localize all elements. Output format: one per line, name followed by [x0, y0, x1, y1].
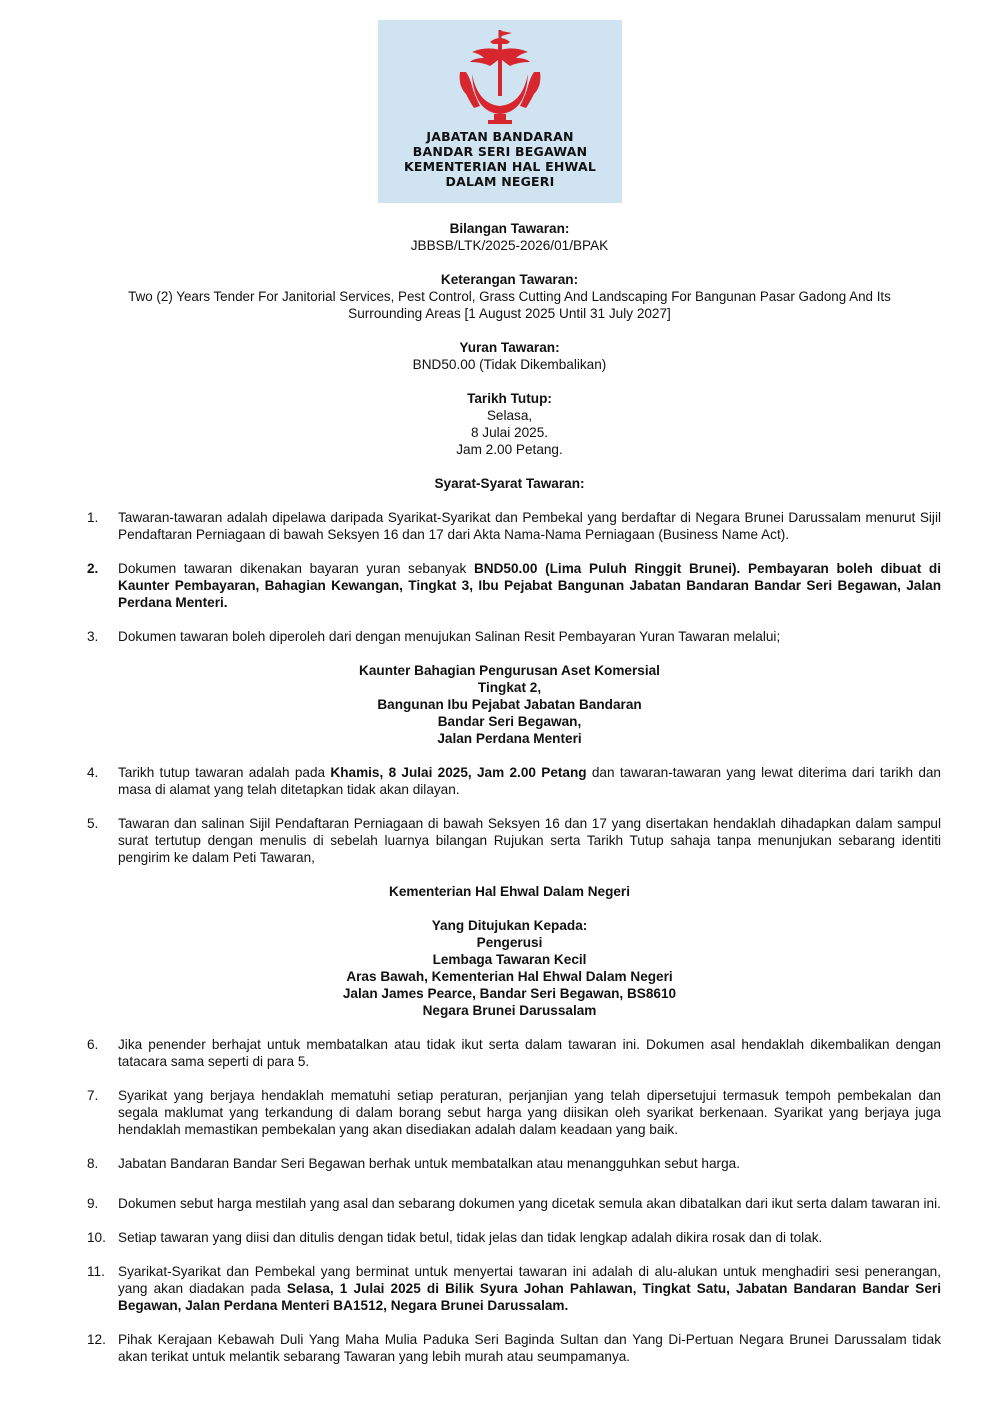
item-number: 4.: [87, 765, 99, 780]
tender-description-line: Surrounding Areas [1 August 2025 Until 31 July 2027]: [348, 306, 671, 321]
condition-item: [78, 1087, 941, 1138]
condition-item: [78, 815, 941, 866]
item-text: Dokumen sebut harga mestilah yang asal dan sebarang dokumen yang dicetak semula akan dibatalkan dari ikut serta dalam tawaran ini.: [118, 1196, 941, 1211]
department-line: BANDAR SERI BEGAWAN: [412, 144, 588, 159]
address-line: Kaunter Bahagian Pengurusan Aset Komersial: [359, 663, 660, 678]
closing-date-section: [78, 390, 941, 458]
tender-fee-section: [78, 339, 941, 373]
closing-date: 8 Julai 2025.: [470, 425, 549, 440]
item-number: 10.: [87, 1230, 106, 1245]
item-text: Tarikh tutup tawaran adalah pada: [118, 765, 331, 780]
counter-address: [78, 662, 941, 747]
address-line: Jalan Perdana Menteri: [437, 731, 582, 746]
address-line: Tingkat 2,: [477, 680, 542, 695]
department-line: JABATAN BANDARAN: [426, 129, 574, 144]
condition-item: [78, 1331, 941, 1365]
address-line: Pengerusi: [476, 935, 543, 950]
item-text: Dokumen tawaran dikenakan bayaran yuran sebanyak: [118, 561, 474, 576]
condition-item: [78, 1195, 941, 1212]
item-text: Jika penender berhajat untuk membatalkan atau tidak ikut serta dalam tawaran ini. Dokumen asal hendaklah dikembalikan dengan tatacara sama seperti di para 5.: [118, 1037, 941, 1069]
item-text-bold: Selasa, 1 Julai 2025 di Bilik Syura Johan Pahlawan, Tingkat Satu, Jabatan Bandaran Bandar Seri Begawan, Jalan Perdana Menteri BA1512, Negara Brunei Darussalam.: [118, 1281, 941, 1313]
item-number: 2.: [87, 561, 99, 576]
item-number: 5.: [87, 816, 99, 831]
tender-notice: [78, 220, 941, 1365]
item-number: 1.: [87, 510, 99, 525]
item-number: 6.: [87, 1037, 99, 1052]
item-text: Tawaran-tawaran adalah dipelawa daripada Syarikat-Syarikat dan Pembekal yang berdaftar di Negara Brunei Darussalam menurut Sijil Pendaftaran Perniagaan di bawah Seksyen 16 dan 17 dari Akta Nama-Nama Perniagaan (Business Name Act).: [118, 510, 941, 542]
tender-description-line: Two (2) Years Tender For Janitorial Services, Pest Control, Grass Cutting And Landscaping For Bangunan Pasar Gadong And Its: [128, 289, 891, 304]
tender-number-value: JBBSB/LTK/2025-2026/01/BPAK: [410, 238, 609, 253]
condition-item: [78, 1263, 941, 1314]
address-line: Jalan James Pearce, Bandar Seri Begawan, BS8610: [342, 986, 677, 1001]
item-text-bold: BND50.00 (Lima Puluh Ringgit Brunei). Pembayaran boleh dibuat di Kaunter Pembayaran, Bahagian Kewangan, Tingkat 3, Ibu Pejabat Bangunan Jabatan Bandaran Bandar Seri Begawan, Jalan Perdana Menteri.: [118, 561, 941, 610]
tender-number-label: Bilangan Tawaran:: [449, 221, 570, 236]
item-text: Syarikat yang berjaya hendaklah mematuhi setiap peraturan, perjanjian yang telah dipersetujui termasuk tempoh pembekalan dan segala maklumat yang terkandung di dalam borang sebut harga yang diisikan oleh syarikat berkenaan. Syarikat yang berjaya juga hendaklah memastikan pembekalan yang akan disediakan adalah dalam keadaan yang baik.: [118, 1088, 941, 1137]
item-text: Jabatan Bandaran Bandar Seri Begawan berhak untuk membatalkan atau menangguhkan sebut harga.: [118, 1156, 740, 1171]
item-number: 9.: [87, 1196, 99, 1211]
brunei-crest-icon: [450, 28, 550, 128]
ministry-name: Kementerian Hal Ehwal Dalam Negeri: [389, 884, 630, 899]
condition-item: [78, 1229, 941, 1246]
item-text: Pihak Kerajaan Kebawah Duli Yang Maha Mulia Paduka Seri Baginda Sultan dan Yang Di-Pertuan Negara Brunei Darussalam tidak akan terikat untuk melantik sebarang Tawaran yang lebih murah atau seumpamanya.: [118, 1332, 941, 1364]
item-number: 7.: [87, 1088, 99, 1103]
condition-item: [78, 560, 941, 611]
item-text: Syarikat-Syarikat dan Pembekal yang berminat untuk menyertai tawaran ini adalah di alu-alukan untuk menghadiri sesi penerangan, yang akan diadakan pada: [118, 1264, 941, 1296]
item-text: dan tawaran-tawaran yang lewat diterima dari tarikh dan masa di alamat yang telah ditetapkan tidak akan dilayan.: [118, 765, 941, 797]
tender-number-section: [78, 220, 941, 254]
conditions-title: Syarat-Syarat Tawaran:: [434, 476, 585, 491]
condition-item: [78, 509, 941, 543]
closing-day: Selasa,: [486, 408, 533, 423]
department-line: DALAM NEGERI: [445, 174, 555, 189]
closing-time: Jam 2.00 Petang.: [456, 442, 563, 457]
address-line: Bangunan Ibu Pejabat Jabatan Bandaran: [377, 697, 642, 712]
closing-date-label: Tarikh Tutup:: [467, 391, 552, 406]
tender-description-section: [78, 271, 941, 322]
condition-item: [78, 1036, 941, 1070]
condition-item: [78, 628, 941, 645]
item-text-bold: Khamis, 8 Julai 2025, Jam 2.00 Petang: [330, 765, 587, 780]
department-line: KEMENTERIAN HAL EHWAL: [403, 159, 596, 174]
item-text: Dokumen tawaran boleh diperoleh dari dengan menujukan Salinan Resit Pembayaran Yuran Tawaran melalui;: [118, 629, 781, 644]
tender-fee-value: BND50.00 (Tidak Dikembalikan): [412, 357, 607, 372]
addressee-block: [78, 917, 941, 1019]
address-line: Bandar Seri Begawan,: [437, 714, 582, 729]
item-text: Tawaran dan salinan Sijil Pendaftaran Perniagaan di bawah Seksyen 16 dan 17 yang disertakan hendaklah dihadapkan dalam sampul surat tertutup dengan menulis di sebelah luarnya bilangan Rujukan serta Tarikh Tutup sahaja tanpa menunjukan sebarang identiti pengirim ke dalam Peti Tawaran,: [118, 816, 941, 865]
condition-item: [78, 764, 941, 798]
address-line: Negara Brunei Darussalam: [422, 1003, 597, 1018]
item-number: 12.: [87, 1332, 106, 1347]
item-number: 8.: [87, 1156, 99, 1171]
address-line: Yang Ditujukan Kepada:: [431, 918, 588, 933]
header-logo-panel: [378, 20, 622, 203]
address-line: Aras Bawah, Kementerian Hal Ehwal Dalam Negeri: [346, 969, 673, 984]
condition-item: [78, 1155, 941, 1172]
tender-fee-label: Yuran Tawaran:: [459, 340, 560, 355]
item-number: 3.: [87, 629, 99, 644]
department-name: [378, 129, 622, 189]
address-line: Lembaga Tawaran Kecil: [432, 952, 587, 967]
item-number: 11.: [87, 1264, 105, 1279]
item-text: Setiap tawaran yang diisi dan ditulis dengan tidak betul, tidak jelas dan tidak lengkap adalah dikira rosak dan di tolak.: [118, 1230, 823, 1245]
tender-description-label: Keterangan Tawaran:: [440, 272, 579, 287]
